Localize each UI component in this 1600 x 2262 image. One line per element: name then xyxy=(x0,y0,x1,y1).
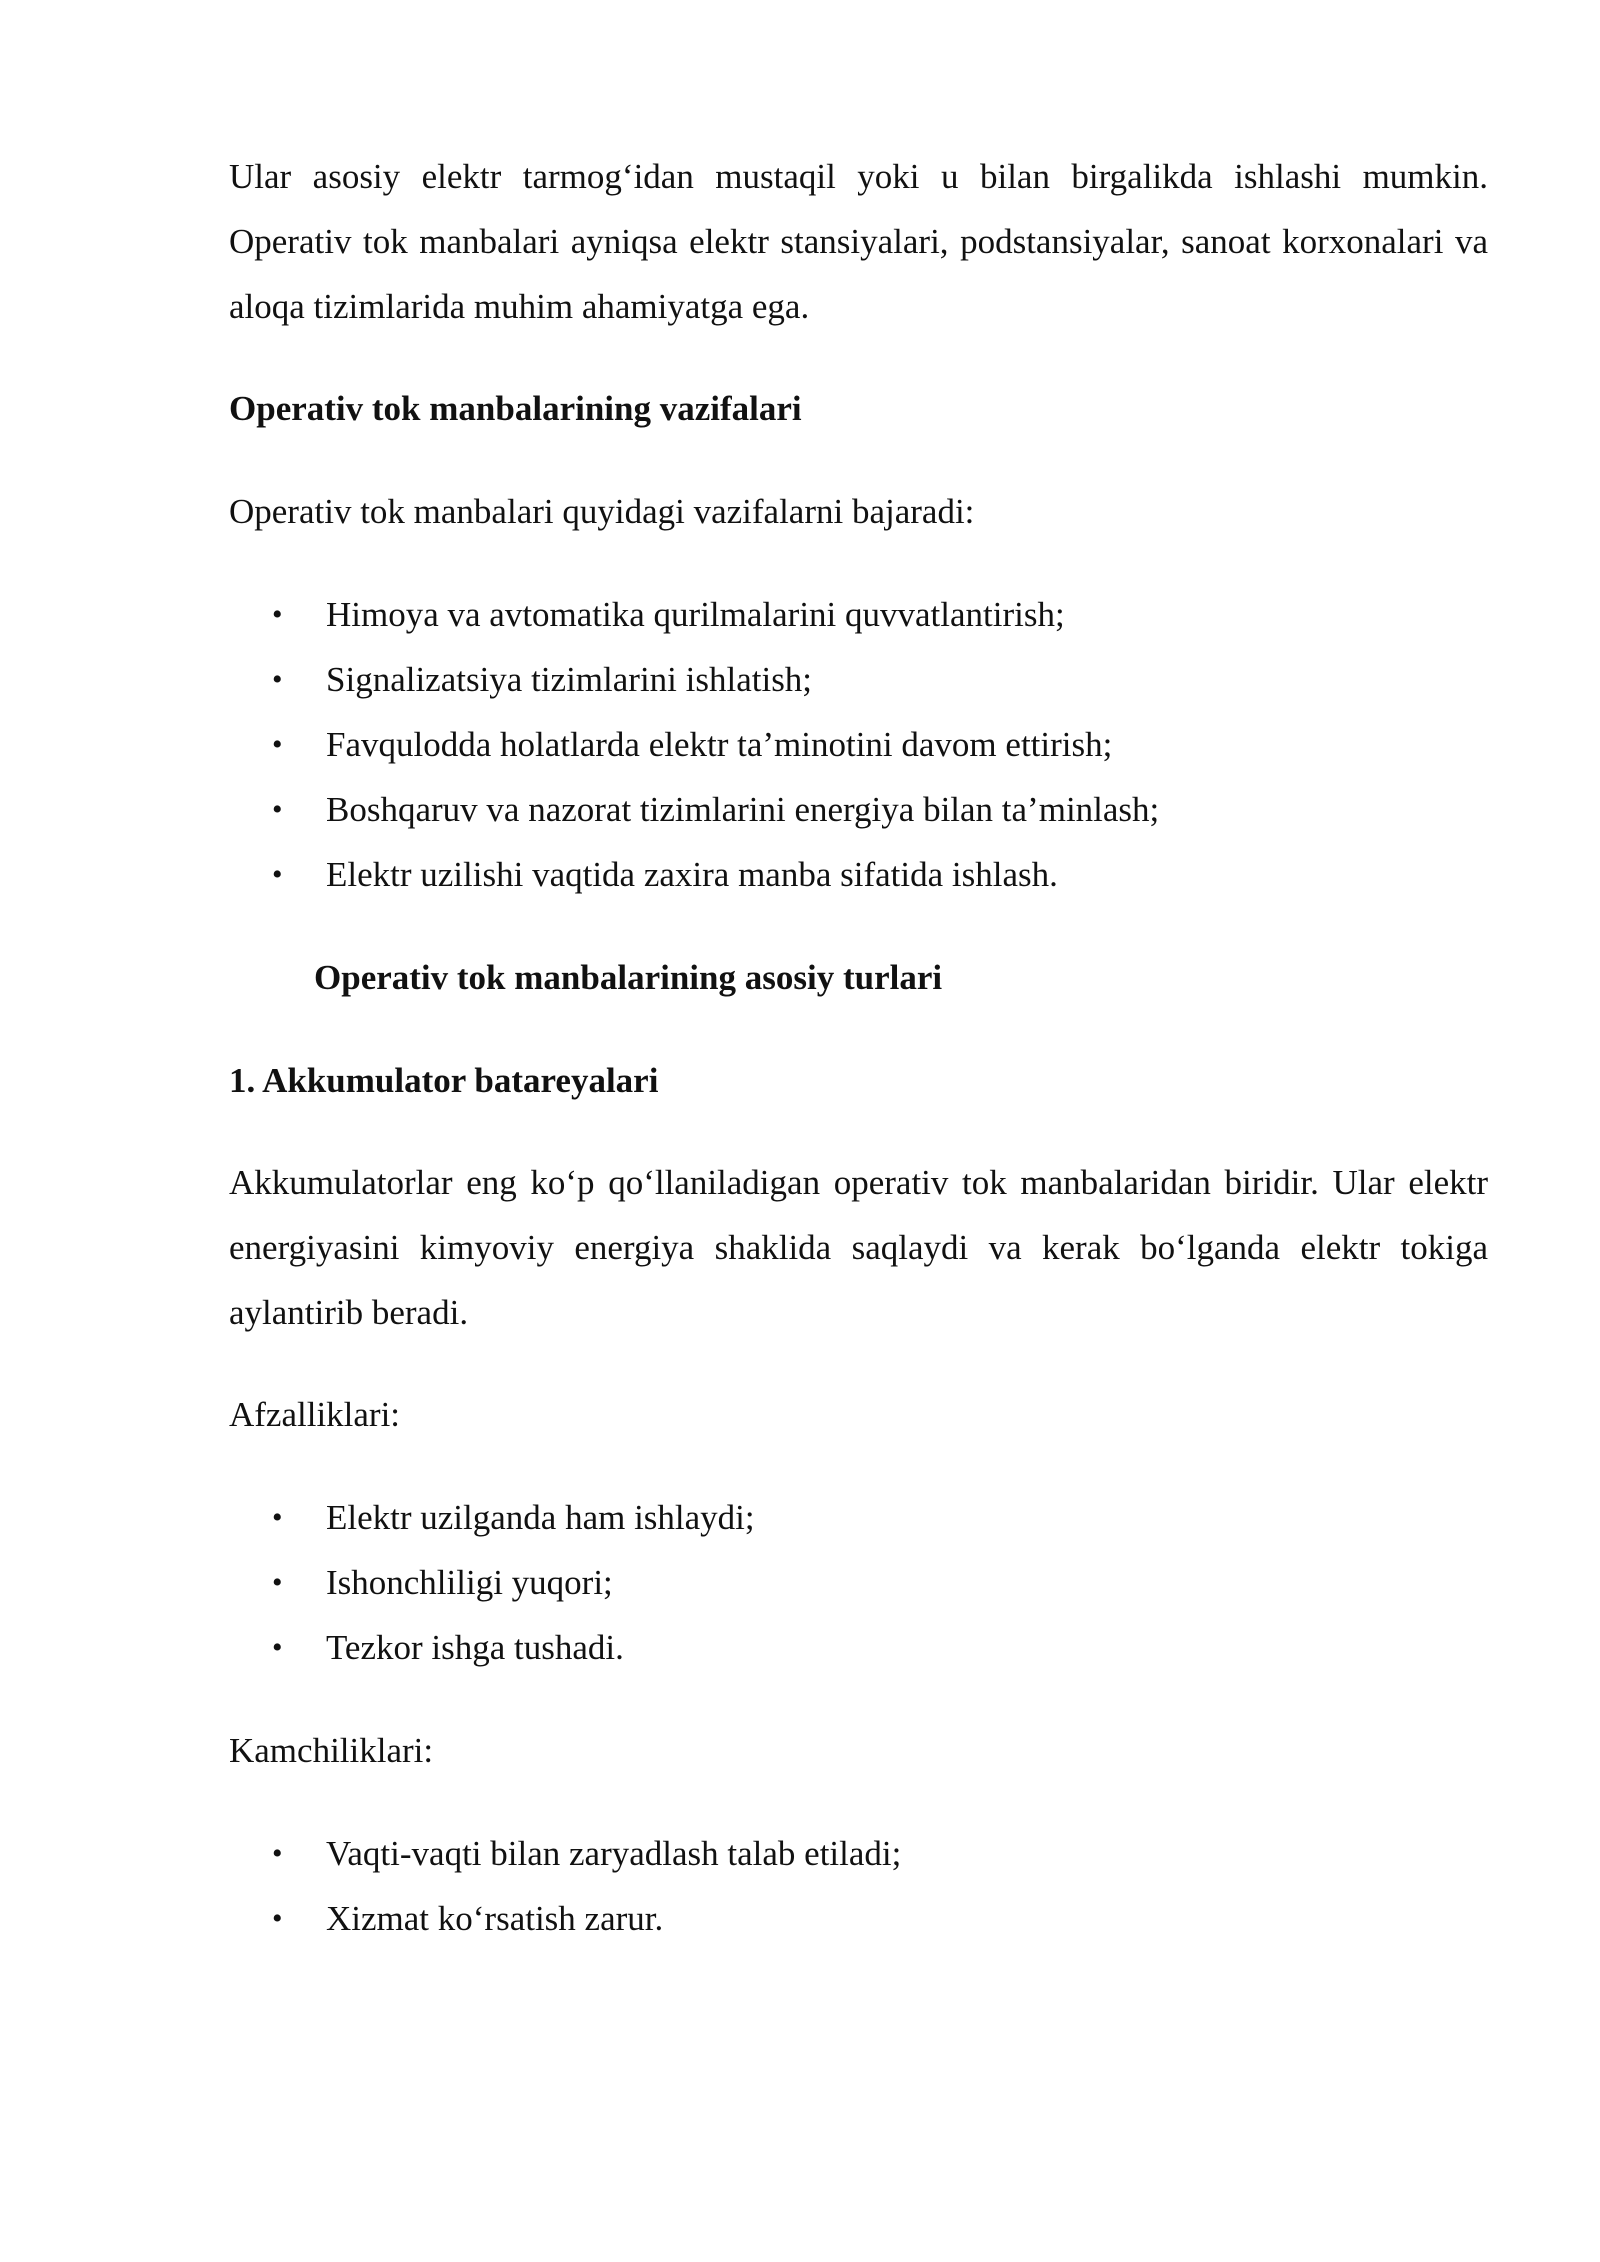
list-item-text: Xizmat ko‘rsatish zarur. xyxy=(326,1899,664,1938)
list-item-text: Elektr uzilganda ham ishlaydi; xyxy=(326,1498,755,1537)
functions-intro: Operativ tok manbalari quyidagi vazifalarni bajaradi: xyxy=(229,492,975,531)
list-item-text: Elektr uzilishi vaqtida zaxira manba sifatida ishlash. xyxy=(326,855,1058,894)
bullet-icon: • xyxy=(272,1501,283,1534)
advantages-list xyxy=(0,1485,1600,1680)
bullet-icon: • xyxy=(272,858,283,891)
list-item xyxy=(0,1821,1600,1886)
list-item-text: Vaqti-vaqti bilan zaryadlash talab etiladi; xyxy=(326,1834,902,1873)
list-item xyxy=(0,1615,1600,1680)
list-item xyxy=(0,1485,1600,1550)
list-item-text: Ishonchliligi yuqori; xyxy=(326,1563,613,1602)
list-item-text: Tezkor ishga tushadi. xyxy=(326,1628,624,1667)
disadvantages-list xyxy=(0,1821,1600,1951)
advantages-label: Afzalliklari: xyxy=(229,1395,401,1434)
heading-types: Operativ tok manbalarining asosiy turlari xyxy=(314,958,943,997)
list-item xyxy=(0,1886,1600,1951)
list-item xyxy=(0,647,1600,712)
list-item xyxy=(0,582,1600,647)
bullet-icon: • xyxy=(272,1902,283,1935)
bullet-icon: • xyxy=(272,1566,283,1599)
disadvantages-label: Kamchiliklari: xyxy=(229,1731,434,1770)
list-item-text: Signalizatsiya tizimlarini ishlatish; xyxy=(326,660,813,699)
bullet-icon: • xyxy=(272,598,283,631)
heading-functions: Operativ tok manbalarining vazifalari xyxy=(229,389,802,428)
bullet-icon: • xyxy=(272,728,283,761)
bullet-icon: • xyxy=(272,1837,283,1870)
list-item xyxy=(0,777,1600,842)
list-item xyxy=(0,842,1600,907)
list-item xyxy=(0,712,1600,777)
list-item-text: Himoya va avtomatika qurilmalarini quvvatlantirish; xyxy=(326,595,1065,634)
intro-paragraph: Ular asosiy elektr tarmog‘idan mustaqil yoki u bilan birgalikda ishlashi mumkin. Operativ tok manbalari ayniqsa elektr stansiyalari, podstansiyalar, sanoat korxonalari va aloqa tizimlarida muhim ahamiyatga ega. xyxy=(229,157,1488,326)
bullet-icon: • xyxy=(272,1631,283,1664)
functions-list xyxy=(0,582,1600,907)
list-item-text: Favqulodda holatlarda elektr ta’minotini davom ettirish; xyxy=(326,725,1113,764)
heading-batteries: 1. Akkumulator batareyalari xyxy=(229,1061,659,1100)
bullet-icon: • xyxy=(272,663,283,696)
batteries-paragraph: Akkumulatorlar eng ko‘p qo‘llaniladigan operativ tok manbalaridan biridir. Ular elektr energiyasini kimyoviy energiya shaklida saqlaydi va kerak bo‘lganda elektr tokiga aylantirib beradi. xyxy=(229,1163,1488,1332)
bullet-icon: • xyxy=(272,793,283,826)
list-item-text: Boshqaruv va nazorat tizimlarini energiya bilan ta’minlash; xyxy=(326,790,1160,829)
list-item xyxy=(0,1550,1600,1615)
